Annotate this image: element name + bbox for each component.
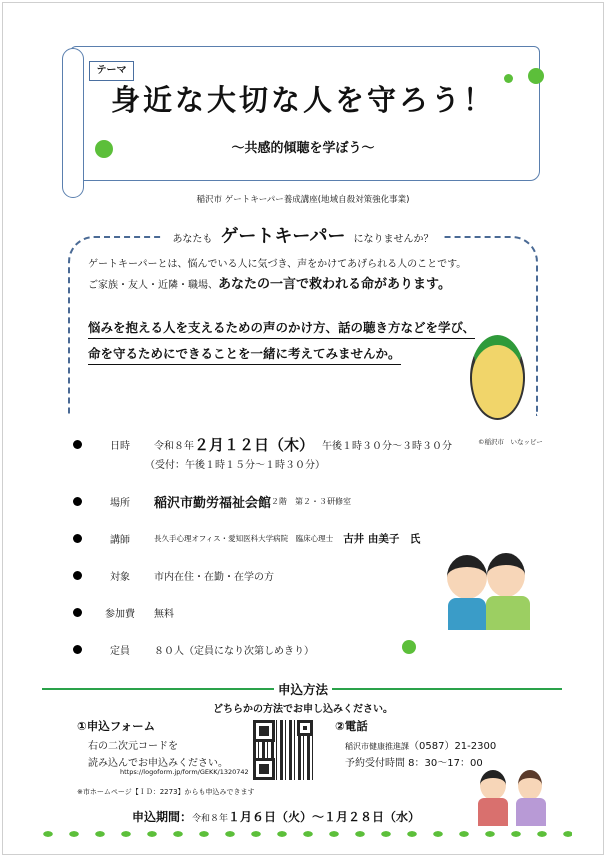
clover-icon <box>528 68 544 84</box>
phone-title: ②電話 <box>335 719 368 733</box>
date-big: ２月１２日（木） <box>194 435 315 454</box>
lead-big: ゲートキーパー <box>216 226 349 247</box>
clover-icon <box>95 140 113 158</box>
intro-heading <box>0 222 606 248</box>
intro-line-1: ゲートキーパーとは、悩んでいる人に気づき、声をかけてあげられる人のことです。 <box>88 259 467 270</box>
detail-label: 定員 <box>110 645 130 657</box>
mascot-credit: ©稲沢市 いなッピー <box>478 438 543 446</box>
intro-line-3: 悩みを抱える人を支えるための声のかけ方、話の聴き方などを学び、 <box>88 318 475 339</box>
subtitle: ～共感的傾聴を学ぼう～ <box>231 141 375 156</box>
period-label: 申込期間： <box>132 810 193 824</box>
capacity-value: ８０人（定員になり次第しめきり） <box>154 645 314 657</box>
phone-line <box>345 737 496 752</box>
detail-label: 対象 <box>110 571 130 583</box>
homepage-note: ※市ホームページ【ＩＤ：2273】からも申込みできます <box>77 788 255 796</box>
form-line-1: 右の二次元コードを <box>88 741 178 752</box>
page-title: 身近な大切な人を守ろう！ <box>110 83 495 117</box>
bullet-icon <box>73 645 82 654</box>
bullet-icon <box>73 608 82 617</box>
intro-line-2 <box>88 273 451 292</box>
fee-value: 無料 <box>154 608 174 620</box>
detail-date <box>73 435 452 453</box>
course-name: 稲沢市 ゲートキーパー養成講座(地域自殺対策強化事業) <box>196 195 410 205</box>
lead-pre: あなたも <box>168 234 216 245</box>
detail-place <box>73 492 351 510</box>
form-url[interactable]: https://logoform.jp/form/GEKK/1320742 <box>120 768 249 776</box>
apply-heading: 申込方法 <box>0 680 606 698</box>
lecturer-name: 古井 由美子 氏 <box>343 532 421 545</box>
line2-big: あなたの一言で救われる命があります。 <box>218 277 451 292</box>
detail-label: 場所 <box>110 497 130 509</box>
bullet-icon <box>73 497 82 506</box>
detail-lecturer <box>73 529 420 547</box>
bullet-icon <box>73 534 82 543</box>
apply-period <box>132 808 420 825</box>
detail-label: 講師 <box>110 534 130 546</box>
phone-dept: 稲沢市健康推進課 <box>345 742 409 751</box>
period-pre: 令和８年 <box>192 814 229 824</box>
phone-hours: 予約受付時間 8：30～17：00 <box>345 758 483 769</box>
detail-capacity <box>73 640 314 658</box>
bullet-icon <box>73 571 82 580</box>
clover-icon <box>504 74 513 83</box>
lead-post: になりませんか？ <box>350 234 438 245</box>
intro-line-4: 命を守るためにできることを一緒に考えてみませんか。 <box>88 344 401 365</box>
bullet-icon <box>73 440 82 449</box>
clover-icon <box>402 640 416 654</box>
date-time: 午後１時３０分～３時３０分 <box>322 440 453 452</box>
date-pre: 令和８年 <box>154 440 194 452</box>
scroll-roll <box>62 48 84 198</box>
lecturer-org: 長久手心理オフィス・愛知医科大学病院 臨床心理士 <box>154 533 334 543</box>
qr-code[interactable] <box>253 720 313 780</box>
form-title: ①申込フォーム <box>77 719 156 733</box>
detail-fee <box>73 603 174 621</box>
mascot-illustration <box>470 335 525 420</box>
theme-label: テーマ <box>89 61 134 81</box>
line2-pre: ご家族・友人・近隣・職場、 <box>88 280 218 291</box>
date-reception: （受付：午後１時１５分～１時３０分） <box>145 460 325 471</box>
apply-instruction: どちらかの方法でお申し込みください。 <box>213 704 393 715</box>
period-range: １月６日（火）～１月２８日（水） <box>228 810 421 824</box>
place-big: 稲沢市勤労福祉会館 <box>154 495 272 511</box>
form-line-2: 読み込んでお申込みください。 <box>88 758 228 769</box>
target-value: 市内在住・在勤・在学の方 <box>154 571 274 583</box>
phone-number: （0587）21-2300 <box>409 741 497 752</box>
place-small: ２階 第２・３研修室 <box>271 496 352 506</box>
detail-label: 日時 <box>110 440 130 452</box>
detail-label: 参加費 <box>105 608 135 620</box>
detail-target <box>73 566 274 584</box>
sprout-border <box>42 829 572 839</box>
